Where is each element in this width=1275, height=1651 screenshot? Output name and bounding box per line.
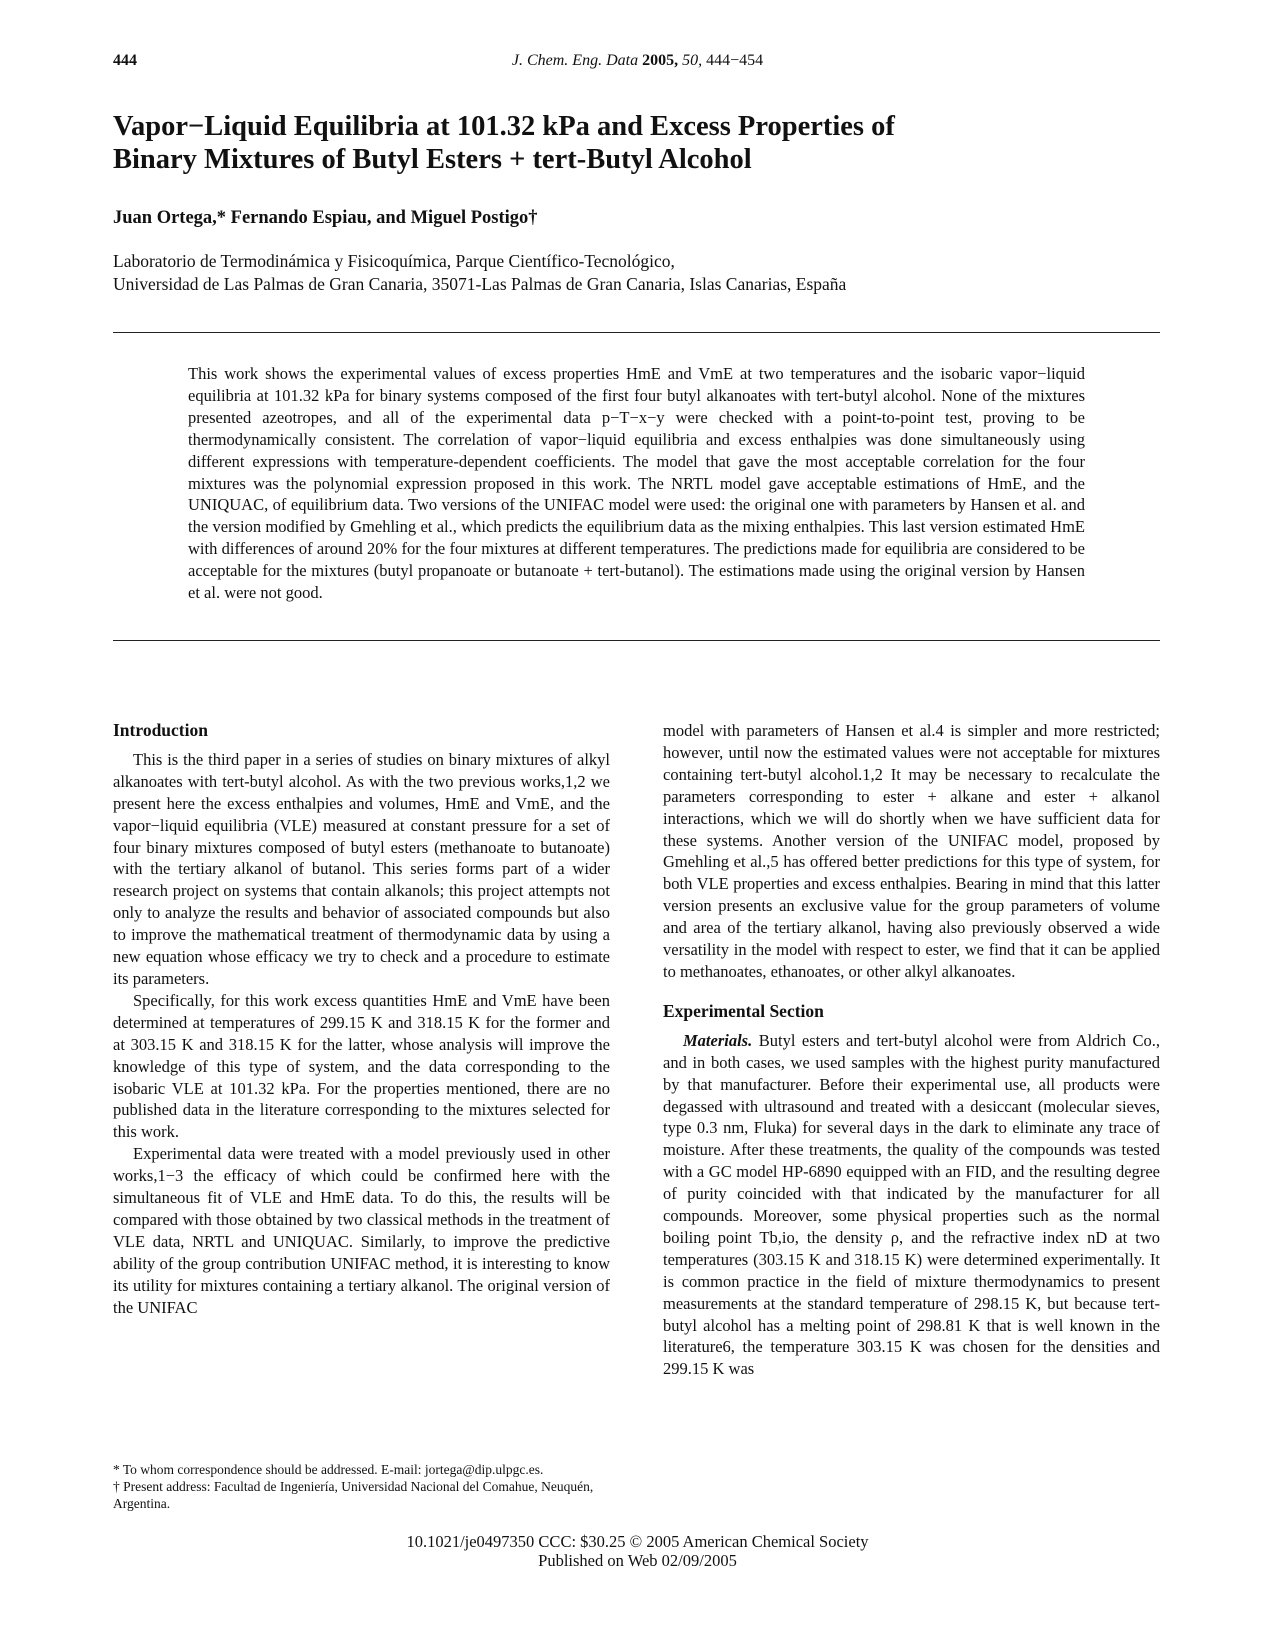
doi-copyright-line: 10.1021/je0497350 CCC: $30.25 © 2005 American Chemical Society [406, 1532, 869, 1551]
journal-volume: 50, [682, 52, 703, 69]
left-column [113, 720, 610, 1318]
affiliation-line-2: Universidad de Las Palmas de Gran Canaria, 35071-Las Palmas de Gran Canaria, Islas Canarias, España [113, 274, 847, 294]
right-column [663, 720, 1160, 1380]
page-number: 444 [113, 52, 137, 69]
materials-paragraph [663, 1030, 1160, 1381]
author-list: Juan Ortega,* Fernando Espiau, and Miguel Postigo† [113, 208, 538, 228]
affiliation-line-1: Laboratorio de Termodinámica y Fisicoquímica, Parque Científico-Tecnológico, [113, 251, 675, 271]
abstract-top-rule [113, 332, 1160, 333]
journal-citation [113, 52, 1162, 70]
publication-date-line: Published on Web 02/09/2005 [538, 1551, 737, 1570]
affiliation [113, 250, 846, 296]
footnote-correspondence: * To whom correspondence should be addressed. E-mail: jortega@dip.ulpgc.es. [113, 1462, 544, 1477]
materials-label: Materials. [683, 1030, 753, 1050]
footnote-present-address: † Present address: Facultad de Ingeniería, Universidad Nacional del Comahue, Neuquén, Argentina. [113, 1479, 594, 1511]
footnotes [113, 1461, 610, 1512]
title-line-1: Vapor−Liquid Equilibria at 101.32 kPa and Excess Properties of [113, 111, 895, 142]
doi-footer [0, 1532, 1275, 1570]
running-header [113, 52, 1162, 76]
intro-paragraph-1: This is the third paper in a series of studies on binary mixtures of alkyl alkanoates with tert-butyl alcohol. As with the two previous works,1,2 we present here the excess enthalpies and volumes, HmE and VmE, and the vapor−liquid equilibria (VLE) measured at constant pressure for a set of four binary mixtures composed of butyl esters (methanoate to butanoate) with the tertiary alkanol of butanol. This series forms part of a wider research project on systems that contain alkanols; this project attempts not only to analyze the results and behavior of associated compounds but also to improve the mathematical treatment of thermodynamic data by using a new equation whose efficacy we try to check and a procedure to estimate its parameters. [113, 749, 610, 988]
journal-pages: 444−454 [706, 52, 764, 69]
journal-year: 2005, [642, 52, 679, 69]
article-title [113, 110, 1173, 176]
experimental-heading: Experimental Section [663, 1000, 824, 1021]
intro-paragraph-2: Specifically, for this work excess quantities HmE and VmE have been determined at temperatures of 299.15 K and 318.15 K for the former and at 303.15 K and 318.15 K for the latter, whose analysis will improve the knowledge of this type of system, and the data corresponding to the isobaric VLE at 101.32 kPa. For the properties mentioned, there are no published data in the literature corresponding to the mixtures selected for this work. [113, 990, 610, 1142]
title-line-2: Binary Mixtures of Butyl Esters + tert-Butyl Alcohol [113, 144, 752, 175]
intro-paragraph-3: Experimental data were treated with a model previously used in other works,1−3 the efficacy of which could be confirmed here with the simultaneous fit of VLE and HmE data. To do this, the results will be compared with those obtained by two classical methods in the treatment of VLE data, NRTL and UNIQUAC. Similarly, to improve the predictive ability of the group contribution UNIFAC method, it is interesting to know its utility for mixtures containing a tertiary alkanol. The original version of the UNIFAC [113, 1144, 610, 1317]
journal-name: J. Chem. Eng. Data [511, 52, 639, 69]
abstract-text: This work shows the experimental values of excess properties HmE and VmE at two temperatures and the isobaric vapor−liquid equilibria at 101.32 kPa for binary systems composed of the first four butyl alkanoates with tert-butyl alcohol. None of the mixtures presented azeotropes, and all of the experimental data p−T−x−y were checked with a point-to-point test, proving to be thermodynamically consistent. The correlation of vapor−liquid equilibria and excess enthalpies was done simultaneously using different expressions with temperature-dependent coefficients. The model that gave the most acceptable correlation for the four mixtures was the polynomial expression proposed in this work. The NRTL model gave acceptable estimations of HmE, and the UNIQUAC, of equilibrium data. Two versions of the UNIFAC model were used: the original one with parameters by Hansen et al. and the version modified by Gmehling et al., which predicts the equilibrium data as the mixing enthalpies. This last version estimated HmE with differences of around 20% for the four mixtures at different temperatures. The predictions made for equilibria are considered to be acceptable for the mixtures (butyl propanoate or butanoate + tert-butanol). The estimations made using the original version by Hansen et al. were not good. [188, 364, 1085, 603]
abstract-bottom-rule [113, 640, 1160, 641]
introduction-heading: Introduction [113, 720, 208, 740]
intro-paragraph-4: model with parameters of Hansen et al.4 is simpler and more restricted; however, until now the estimated values were not acceptable for mixtures containing tert-butyl alcohol.1,2 It may be necessary to recalculate the parameters corresponding to ester + alkane and ester + alkanol interactions, which we will do shortly when we have sufficient data for these systems. Another version of the UNIFAC model, proposed by Gmehling et al.,5 has offered better predictions for this type of system, for both VLE properties and excess enthalpies. Bearing in mind that this latter version presents an exclusive value for the group parameters of volume and area of the tertiary alkanol, having also previously observed a wide versatility in the model with respect to ester, we find that it can be applied to methanoates, ethanoates, or other alkyl alkanoates. [663, 721, 1160, 981]
materials-text: Butyl esters and tert-butyl alcohol were from Aldrich Co., and in both cases, we used samples with the highest purity manufactured by that manufacturer. Before their experimental use, all products were degassed with ultrasound and treated with a desiccant (molecular sieves, type 0.3 nm, Fluka) for several days in the dark to eliminate any trace of moisture. After these treatments, the quality of the compounds was tested with a GC model HP-6890 equipped with an FID, and the resulting degree of purity coincided with that indicated by the manufacturer for all compounds. Moreover, some physical properties such as the normal boiling point Tb,io, the density ρ, and the refractive index nD at two temperatures (303.15 K and 318.15 K) were determined experimentally. It is common practice in the field of mixture thermodynamics to present measurements at the standard temperature of 298.15 K, but because tert-butyl alcohol has a melting point of 298.81 K that is well known in the literature6, the temperature 303.15 K was chosen for the densities and 299.15 K was [663, 1030, 1160, 1379]
